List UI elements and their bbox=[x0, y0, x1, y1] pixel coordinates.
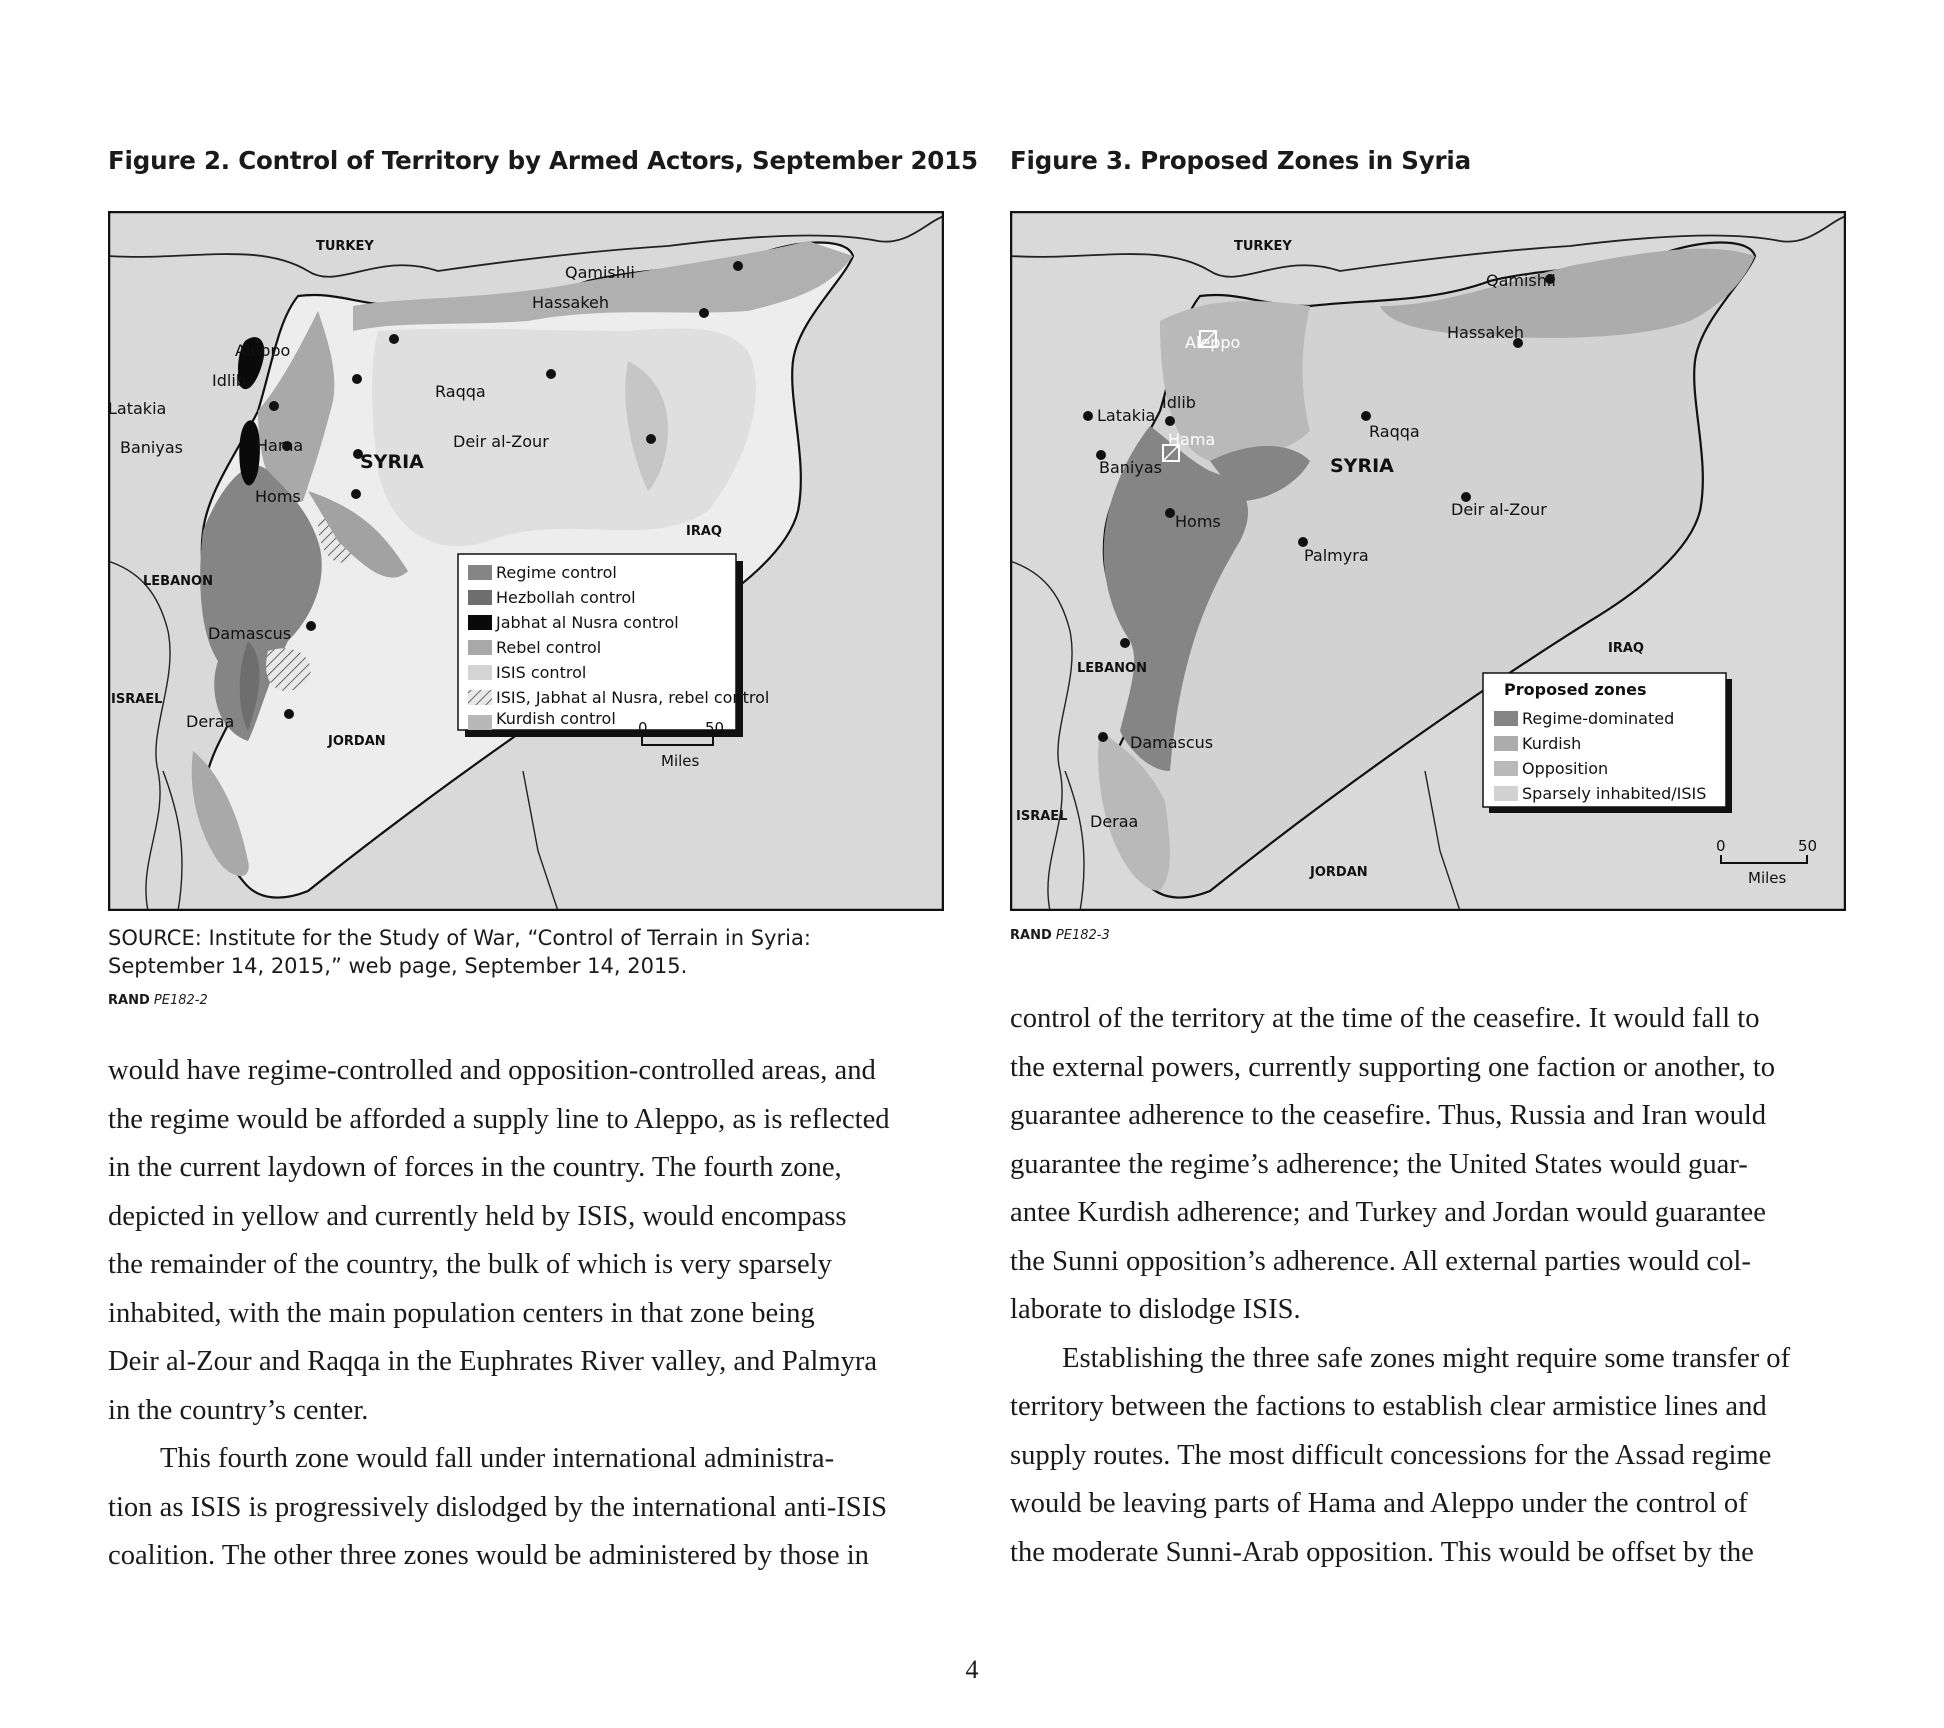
legend-swatch-regime bbox=[468, 565, 492, 580]
label-turkey: TURKEY bbox=[1234, 239, 1292, 254]
legend-label-opposition: Opposition bbox=[1522, 759, 1609, 778]
label-raqqa: Raqqa bbox=[1369, 422, 1420, 441]
legend-label-regime: Regime-dominated bbox=[1522, 709, 1675, 728]
left-paragraph-2 bbox=[108, 1435, 958, 1581]
label-israel: ISRAEL bbox=[111, 692, 163, 707]
label-hassakeh: Hassakeh bbox=[532, 293, 609, 312]
text-line: Establishing the three safe zones might require some transfer of bbox=[1062, 1342, 1791, 1374]
label-hassakeh: Hassakeh bbox=[1447, 323, 1524, 342]
text-line: guarantee adherence to the ceasefire. Thus, Russia and Iran would bbox=[1010, 1100, 1767, 1131]
label-israel: ISRAEL bbox=[1016, 809, 1068, 824]
label-deraa: Deraa bbox=[1090, 812, 1139, 831]
text-line: the moderate Sunni-Arab opposition. This would be offset by the bbox=[1010, 1536, 1754, 1568]
label-deir: Deir al-Zour bbox=[453, 432, 549, 451]
credit-org: RAND bbox=[1010, 928, 1052, 943]
legend-label-kurdish: Kurdish control bbox=[496, 709, 616, 728]
label-lebanon: LEBANON bbox=[143, 574, 213, 589]
scale-unit: Miles bbox=[1748, 869, 1787, 887]
legend-swatch-opposition bbox=[1494, 761, 1518, 776]
legend-swatch-hezbollah bbox=[468, 590, 492, 605]
credit-id: PE182-3 bbox=[1055, 928, 1110, 943]
text-line: laborate to dislodge ISIS. bbox=[1010, 1294, 1301, 1325]
figure-3-title: Figure 3. Proposed Zones in Syria bbox=[1010, 146, 1471, 175]
left-text-column bbox=[108, 1047, 958, 1581]
scale-unit: Miles bbox=[661, 752, 700, 770]
text-line: supply routes. The most difficult concessions for the Assad regime bbox=[1010, 1439, 1772, 1471]
label-baniyas: Baniyas bbox=[120, 438, 183, 457]
legend-swatch-isis bbox=[468, 665, 492, 680]
label-latakia: Latakia bbox=[108, 399, 167, 418]
label-idlib: Idlib bbox=[1162, 393, 1196, 412]
city-dot-deraa bbox=[1098, 732, 1108, 742]
label-aleppo: Aleppo bbox=[1185, 333, 1241, 352]
label-idlib: Idlib bbox=[212, 371, 246, 390]
label-deir: Deir al-Zour bbox=[1451, 500, 1547, 519]
right-paragraph-1 bbox=[1010, 995, 1860, 1335]
city-dot-deir bbox=[646, 434, 656, 444]
proposed-zones-map bbox=[1010, 211, 1846, 911]
territory-control-map bbox=[108, 211, 944, 911]
scale-max: 50 bbox=[1798, 837, 1818, 855]
label-baniyas: Baniyas bbox=[1099, 458, 1162, 477]
legend-label-rebel: Rebel control bbox=[496, 638, 602, 657]
text-line: the external powers, currently supporting one faction or another, to bbox=[1010, 1051, 1776, 1083]
figure-2-source bbox=[108, 924, 948, 980]
label-damascus: Damascus bbox=[1130, 733, 1214, 752]
city-dot-aleppo bbox=[389, 334, 399, 344]
legend-label-isis: ISIS control bbox=[496, 663, 587, 682]
label-palmyra: Palmyra bbox=[1304, 546, 1369, 565]
figure-3-map bbox=[1010, 211, 1846, 911]
label-raqqa: Raqqa bbox=[435, 382, 486, 401]
city-dot-deraa bbox=[284, 709, 294, 719]
label-qamishli: Qamishli bbox=[1486, 271, 1556, 290]
city-dot-latakia bbox=[1083, 411, 1093, 421]
label-latakia: Latakia bbox=[1097, 406, 1156, 425]
map-legend bbox=[1483, 673, 1732, 813]
isis-control-area bbox=[372, 328, 756, 546]
map-legend bbox=[458, 554, 769, 737]
city-dot-damascus bbox=[1120, 638, 1130, 648]
label-homs: Homs bbox=[1175, 512, 1221, 531]
scale-zero: 0 bbox=[638, 719, 648, 737]
text-line: guarantee the regime’s adherence; the United States would guar- bbox=[1010, 1148, 1748, 1180]
legend-label-nusra: Jabhat al Nusra control bbox=[496, 613, 679, 632]
text-line: would have regime-controlled and opposition-controlled areas, and bbox=[108, 1055, 876, 1086]
text-line: coalition. The other three zones would be administered by those in bbox=[108, 1540, 869, 1571]
figure-3-credit bbox=[1010, 928, 1110, 943]
city-dot-homs bbox=[351, 489, 361, 499]
label-deraa: Deraa bbox=[186, 712, 235, 731]
label-iraq: IRAQ bbox=[686, 524, 722, 539]
label-hama: Hama bbox=[1168, 430, 1216, 449]
legend-label-contested: ISIS, Jabhat al Nusra, rebel control bbox=[496, 688, 770, 707]
text-line: would be leaving parts of Hama and Aleppo under the control of bbox=[1010, 1488, 1748, 1519]
figure-2-title: Figure 2. Control of Territory by Armed Actors, September 2015 bbox=[108, 146, 978, 175]
text-line: in the country’s center. bbox=[108, 1394, 369, 1426]
label-jordan: JORDAN bbox=[328, 734, 386, 749]
city-dot-damascus bbox=[306, 621, 316, 631]
label-damascus: Damascus bbox=[208, 624, 292, 643]
label-lebanon: LEBANON bbox=[1077, 661, 1147, 676]
label-jordan: JORDAN bbox=[1310, 865, 1368, 880]
city-dot-raqqa bbox=[546, 369, 556, 379]
city-dot-latakia bbox=[269, 401, 279, 411]
legend-title: Proposed zones bbox=[1504, 680, 1647, 699]
text-line: tion as ISIS is progressively dislodged by the international anti-ISIS bbox=[108, 1491, 888, 1523]
legend-swatch-contested bbox=[468, 690, 492, 705]
city-dot-idlib bbox=[352, 374, 362, 384]
text-line: control of the territory at the time of the ceasefire. It would fall to bbox=[1010, 1003, 1760, 1034]
label-iraq: IRAQ bbox=[1608, 641, 1644, 656]
left-paragraph-1 bbox=[108, 1047, 958, 1435]
credit-id: PE182-2 bbox=[153, 993, 208, 1008]
legend-swatch-regime bbox=[1494, 711, 1518, 726]
legend-label-isis: Sparsely inhabited/ISIS bbox=[1522, 784, 1707, 803]
page-number: 4 bbox=[965, 1655, 979, 1684]
text-line: depicted in yellow and currently held by ISIS, would encompass bbox=[108, 1200, 847, 1232]
right-paragraph-2 bbox=[1010, 1335, 1860, 1578]
legend-swatch-isis bbox=[1494, 786, 1518, 801]
text-line: the regime would be afforded a supply line to Aleppo, as is reflected bbox=[108, 1103, 890, 1135]
city-dot-idlib bbox=[1165, 416, 1175, 426]
text-line: inhabited, with the main population centers in that zone being bbox=[108, 1297, 815, 1329]
city-dot-qamishli bbox=[733, 261, 743, 271]
label-syria: SYRIA bbox=[360, 451, 424, 473]
text-line: Deir al-Zour and Raqqa in the Euphrates River valley, and Palmyra bbox=[108, 1346, 878, 1377]
label-turkey: TURKEY bbox=[316, 239, 374, 254]
text-line: This fourth zone would fall under international administra- bbox=[160, 1443, 835, 1474]
credit-org: RAND bbox=[108, 993, 150, 1008]
legend-swatch-kurdish bbox=[1494, 736, 1518, 751]
right-text-column bbox=[1010, 995, 1860, 1577]
city-dot-raqqa bbox=[1361, 411, 1371, 421]
legend-swatch-kurdish bbox=[468, 715, 492, 730]
label-hama: Hama bbox=[256, 436, 304, 455]
city-dot-hassakeh bbox=[699, 308, 709, 318]
text-line: antee Kurdish adherence; and Turkey and Jordan would guarantee bbox=[1010, 1197, 1766, 1228]
legend-swatch-nusra bbox=[468, 615, 492, 630]
label-homs: Homs bbox=[255, 487, 301, 506]
text-line: in the current laydown of forces in the country. The fourth zone, bbox=[108, 1152, 842, 1183]
label-syria: SYRIA bbox=[1330, 455, 1394, 477]
city-dot-homs bbox=[1165, 508, 1175, 518]
scale-zero: 0 bbox=[1716, 837, 1726, 855]
figure-2-map bbox=[108, 211, 944, 911]
text-line: territory between the factions to establish clear armistice lines and bbox=[1010, 1391, 1767, 1422]
legend-label-hezbollah: Hezbollah control bbox=[496, 588, 636, 607]
legend-label-kurdish: Kurdish bbox=[1522, 734, 1582, 753]
legend-swatch-rebel bbox=[468, 640, 492, 655]
source-line-2: September 14, 2015,” web page, September 14, 2015. bbox=[108, 954, 688, 978]
text-line: the Sunni opposition’s adherence. All external parties would col- bbox=[1010, 1245, 1751, 1277]
figure-2-credit bbox=[108, 993, 208, 1008]
scale-max: 50 bbox=[705, 719, 725, 737]
label-aleppo: Aleppo bbox=[235, 341, 291, 360]
legend-label-regime: Regime control bbox=[496, 563, 617, 582]
source-line-1: SOURCE: Institute for the Study of War, “Control of Terrain in Syria: bbox=[108, 926, 811, 950]
text-line: the remainder of the country, the bulk of which is very sparsely bbox=[108, 1249, 832, 1280]
label-qamishli: Qamishli bbox=[565, 263, 635, 282]
